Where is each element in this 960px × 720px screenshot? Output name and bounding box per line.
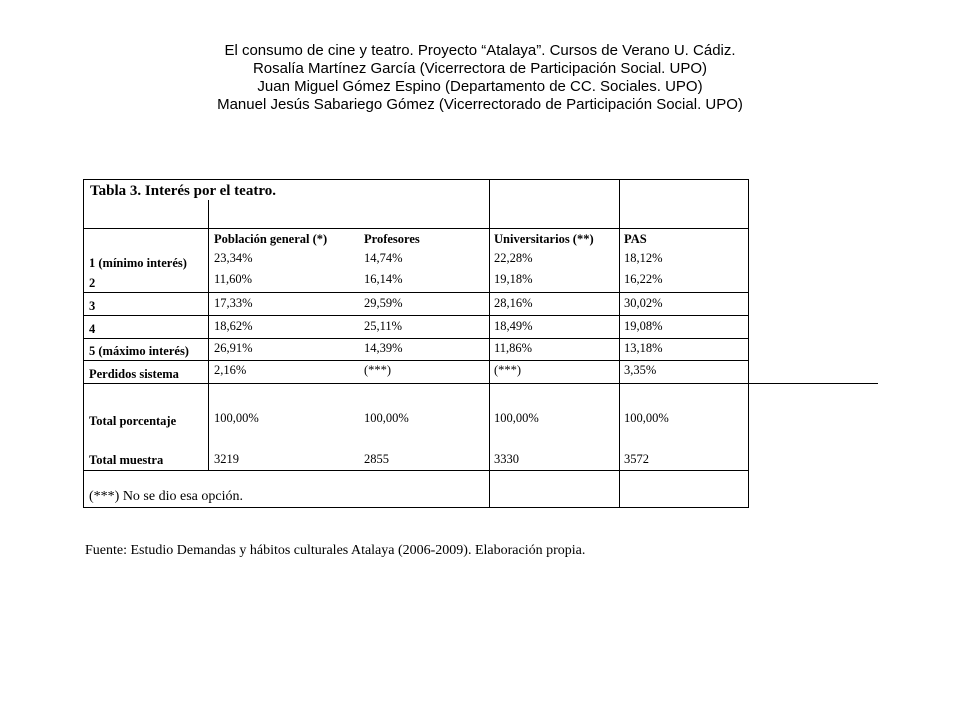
table-border-bottom [83,507,748,508]
table-title: Tabla 3. Interés por el teatro. [90,183,276,199]
table-cell: 2855 [364,452,389,466]
table-cell: 3330 [494,452,519,466]
table-cell: 30,02% [624,296,663,310]
row-divider [83,292,748,293]
table-cell: 18,62% [214,319,253,333]
table-cell: 17,33% [214,296,253,310]
row-label: 1 (mínimo interés) [89,256,187,270]
row-divider [83,383,878,384]
column-header: Profesores [364,232,420,246]
table-cell: 3572 [624,452,649,466]
table-border-right [748,179,749,508]
row-label: 3 [89,299,96,313]
table-cell: 23,34% [214,251,253,265]
column-divider [208,200,209,470]
table-cell: 11,86% [494,341,533,355]
row-divider [83,338,748,339]
column-header: Población general (*) [214,232,328,246]
table-cell: 16,22% [624,272,663,286]
table-note: (***) No se dio esa opción. [89,489,243,504]
table-cell: 13,18% [624,341,663,355]
row-label: Total porcentaje [89,414,177,428]
header-line-2: Rosalía Martínez García (Vicerrectora de Participación Social. UPO) [252,60,708,77]
table-cell: 100,00% [624,411,669,425]
row-divider [83,470,748,471]
table-cell: 14,39% [364,341,403,355]
table-cell: 16,14% [364,272,403,286]
table-cell: 100,00% [364,411,409,425]
table-cell: 18,49% [494,319,533,333]
table-cell: 19,18% [494,272,533,286]
table-cell: 19,08% [624,319,663,333]
row-divider [83,360,748,361]
table-cell: 25,11% [364,319,403,333]
row-label: Total muestra [89,453,164,467]
table-cell: 22,28% [494,251,533,265]
table-cell: 26,91% [214,341,253,355]
table-cell: 29,59% [364,296,403,310]
table-cell: (***) [364,363,392,377]
table-border-left [83,179,84,508]
table-cell: 3219 [214,452,239,466]
table-cell: 100,00% [214,411,259,425]
row-label: Perdidos sistema [89,367,179,381]
column-divider [619,179,620,508]
row-divider [83,228,748,229]
column-header: Universitarios (**) [494,232,594,246]
row-label: 2 [89,276,96,290]
column-divider [489,179,490,508]
header-line-3: Juan Miguel Gómez Espino (Departamento de CC. Sociales. UPO) [257,78,703,95]
header-line-1: El consumo de cine y teatro. Proyecto “Atalaya”. Cursos de Verano U. Cádiz. [224,42,736,59]
source-note: Fuente: Estudio Demandas y hábitos culturales Atalaya (2006-2009). Elaboración propia. [85,543,586,558]
table-cell: 28,16% [494,296,533,310]
table-cell: 100,00% [494,411,539,425]
table-cell: 14,74% [364,251,403,265]
table-cell: (***) [494,363,522,377]
header-line-4: Manuel Jesús Sabariego Gómez (Vicerrectorado de Participación Social. UPO) [217,96,743,113]
table-cell: 3,35% [624,363,657,377]
column-header: PAS [624,232,647,246]
table-cell: 2,16% [214,363,247,377]
row-label: 5 (máximo interés) [89,344,189,358]
row-label: 4 [89,322,96,336]
row-divider [83,315,748,316]
table-border-top [83,179,748,180]
table-cell: 11,60% [214,272,253,286]
table-cell: 18,12% [624,251,663,265]
